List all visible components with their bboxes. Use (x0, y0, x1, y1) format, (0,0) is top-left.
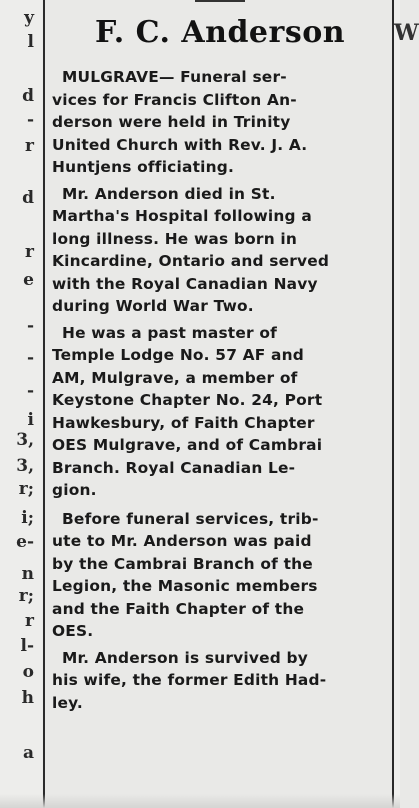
column-rule-left (43, 0, 45, 808)
left-column-fragment: r (25, 611, 34, 631)
text-line: United Church with Rev. J. A. (52, 135, 308, 154)
left-column-fragment: - (26, 316, 34, 336)
left-column-fragment: e (23, 270, 34, 290)
text-line: vices for Francis Clifton An- (52, 90, 297, 109)
left-column-fragment: 3, (16, 430, 34, 450)
text-line: MULGRAVE— Funeral ser- (62, 68, 287, 86)
text-line: Before funeral services, trib- (62, 509, 319, 528)
left-column-fragment: r; (18, 479, 34, 499)
text-line: Martha's Hospital following a (52, 207, 312, 225)
left-column-fragment: h (21, 688, 34, 708)
text-line: Temple Lodge No. 57 AF and (52, 346, 305, 364)
text-line: long illness. He was born in (52, 229, 298, 248)
paragraph-1 (52, 66, 388, 179)
text-line: by the Cambrai Branch of the (52, 554, 313, 573)
left-column-fragment: l- (20, 636, 34, 656)
text-line: ute to Mr. Anderson was paid (52, 532, 312, 550)
text-line: Hawkesbury, of Faith Chapter (52, 413, 315, 432)
text-line: Legion, the Masonic members (52, 577, 318, 595)
left-column-fragment: d (22, 86, 34, 106)
right-column-fragment: W (394, 20, 419, 46)
text-line: He was a past master of (62, 323, 278, 342)
left-column-fragment: n (21, 564, 34, 584)
left-column-fragment: - (26, 381, 34, 401)
left-column-fragment: r (25, 136, 34, 156)
text-line: Keystone Chapter No. 24, Port (52, 391, 323, 409)
text-line: Mr. Anderson is survived by (62, 648, 308, 667)
left-column-fragment: l (27, 32, 34, 52)
paragraph-2 (52, 183, 388, 318)
text-line: OES. (52, 622, 94, 640)
paragraph-3 (52, 322, 388, 502)
text-line: and the Faith Chapter of the (52, 599, 305, 618)
left-column-fragment: e- (16, 532, 34, 552)
text-line: his wife, the former Edith Had- (52, 671, 327, 689)
text-line: Branch. Royal Canadian Le- (52, 458, 296, 477)
text-line: AM, Mulgrave, a member of (52, 368, 298, 387)
text-line: during World War Two. (52, 297, 254, 315)
left-column-fragment: y (24, 8, 34, 28)
left-column-fragment: o (22, 662, 34, 682)
text-line: gion. (52, 481, 97, 499)
text-line: Huntjens officiating. (52, 158, 235, 176)
left-column-fragment: i (27, 410, 34, 430)
paragraph-4 (52, 508, 388, 643)
obituary-article (52, 0, 388, 714)
left-column-fragment: d (22, 188, 34, 208)
text-line: ley. (52, 693, 83, 712)
left-column-fragment: - (26, 110, 34, 130)
scan-edge-shade (0, 794, 400, 808)
text-line: Kincardine, Ontario and served (52, 252, 330, 270)
left-column-fragment: a (22, 743, 34, 763)
text-line: OES Mulgrave, and of Cambrai (52, 436, 323, 454)
article-headline: F. C. Anderson (94, 15, 346, 50)
text-line: derson were held in Trinity (52, 113, 291, 131)
text-line: with the Royal Canadian Navy (52, 274, 318, 293)
left-column-fragment: r (25, 242, 34, 262)
text-line: Mr. Anderson died in St. (62, 184, 276, 203)
left-column-fragment: - (26, 348, 34, 368)
adjacent-column-right (394, 0, 400, 808)
paragraph-5 (52, 647, 388, 715)
left-column-fragment: r; (18, 586, 34, 606)
left-column-fragment: i; (21, 508, 34, 528)
adjacent-column-left (0, 0, 42, 808)
left-column-fragment: 3, (16, 456, 34, 476)
